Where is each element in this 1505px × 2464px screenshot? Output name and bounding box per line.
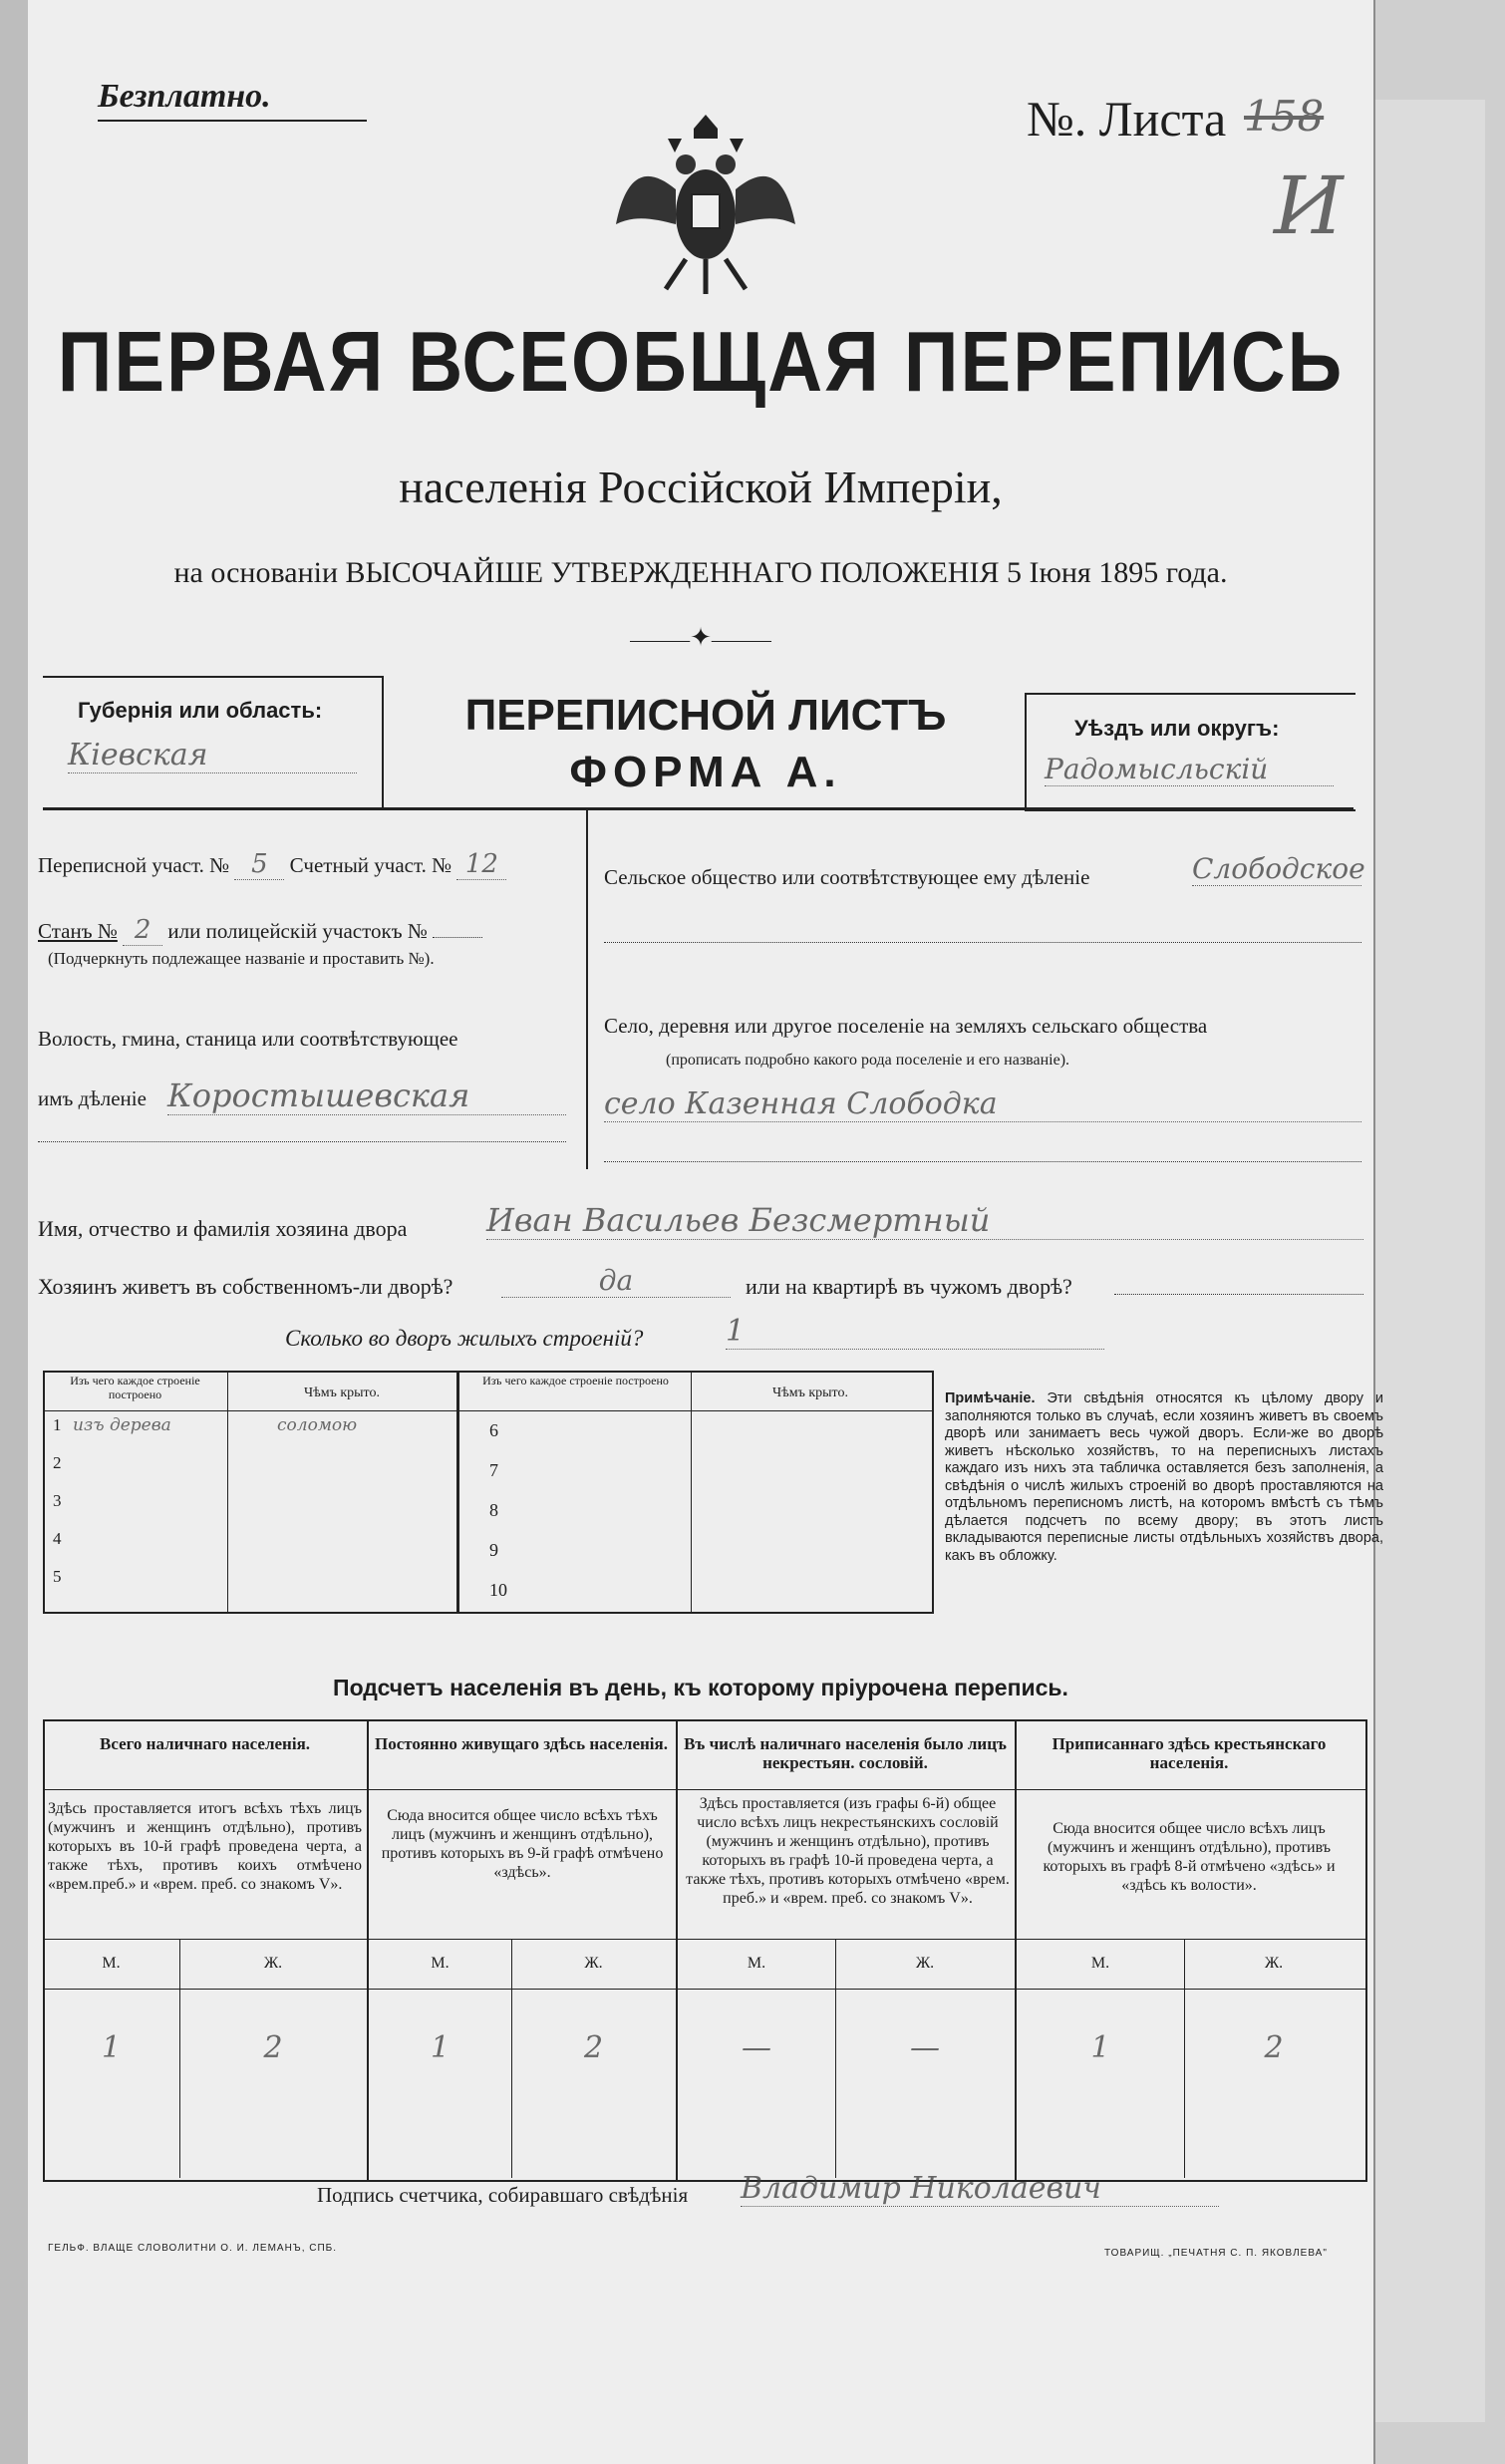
form-name: ФОРМА А. — [569, 748, 842, 796]
buildings-material-header-right: Изъ чего каждое строеніе построено — [482, 1374, 669, 1387]
note-text: Эти свѣдѣнія относятся къ цѣлому двору и заполняются только въ случаѣ, если хозяинъ живетъ въ своемъ дворѣ или занимаетъ весь чужой дворъ. Если-же во дворѣ живетъ нѣсколько хозяйствъ, то на переписныхъ листахъ каждаго изъ нихъ эта табличка оставляется безъ заполненія, а свѣдѣнія о числѣ жилыхъ строеній во дворѣ проставляются на отдѣльномъ переписномъ листѣ, на которомъ вмѣстѣ съ тѣмъ дѣлается подсчетъ по всему двору; въ этотъ листъ вкладываются переписные листы отдѣльныхъ хозяйствъ двора, какъ въ обложку. — [945, 1390, 1383, 1564]
province-label: Губернія или область: — [78, 698, 323, 723]
village-label: Село, деревня или другое поселеніе на земляхъ сельскаго общества — [604, 1014, 1208, 1038]
province-value: Кіевская — [68, 738, 357, 773]
pop-col2-f-label: Ж. — [584, 1955, 603, 1972]
free-label: Безплатно. — [98, 78, 271, 115]
table-row: 10 — [489, 1580, 507, 1600]
free-underline — [98, 120, 367, 122]
volost-label-1: Волость, гмина, станица или соотвѣтствующее — [38, 1027, 458, 1051]
count-area-label: Счетный участ. № — [289, 853, 452, 877]
pop-col2-f-value: 2 — [583, 2030, 604, 2065]
pop-col4-desc: Сюда вносится общее число всѣхъ лицъ (мужчинъ и женщинъ отдѣльно), противъ которыхъ въ графѣ 8-й отмѣчено «здѣсь» и «здѣсь къ волости». — [1043, 1820, 1336, 1894]
buildings-label: Сколько во дворъ жилыхъ строеній? — [285, 1326, 644, 1351]
signature-value: Владимир Николаевич — [741, 2171, 1219, 2207]
buildings-roof-header-left: Чѣмъ крыто. — [304, 1386, 380, 1400]
section-vertical-rule — [586, 810, 588, 1169]
corner-handwritten-mark: И — [1274, 159, 1344, 252]
stan-label: Станъ № — [38, 919, 118, 943]
stan-field — [38, 915, 482, 946]
pop-col3-m-value: — — [742, 2030, 771, 2065]
census-area-label: Переписной участ. № — [38, 853, 230, 877]
table-row: 1 изъ дерева соломою — [53, 1415, 358, 1435]
form-title: ПЕРЕПИСНОЙ ЛИСТЪ — [464, 691, 947, 740]
buildings-left-rows — [53, 1415, 452, 1605]
pop-col1-header: Всего наличнаго населенія. — [99, 1734, 311, 1753]
volost-label-2: имъ дѣленіе — [38, 1086, 147, 1110]
district-label: Уѣздъ или округъ: — [1074, 716, 1280, 741]
owner-label: Имя, отчество и фамилія хозяина двора — [38, 1216, 408, 1241]
pop-col3-desc: Здѣсь проставляется (изъ графы 6-й) общее число всѣхъ лицъ некрестьянскихъ сословій (мужчинъ и женщинъ отдѣльно), противъ которыхъ въ графѣ 10-й проведена черта, а также тѣхъ, противъ которыхъ отмѣчено «врем. преб.» и «врем. преб. со знакомъ V». — [686, 1795, 1010, 1907]
next-sheet-strip — [1375, 100, 1485, 2422]
table-row: 8 — [489, 1500, 498, 1520]
signature-label: Подпись счетчика, собиравшаго свѣдѣнія — [317, 2183, 689, 2207]
census-form-sheet — [28, 0, 1383, 2464]
legal-basis: на основаніи ВЫСОЧАЙШЕ УТВЕРЖДЕННАГО ПОЛОЖЕНІЯ 5 Іюня 1895 года. — [173, 556, 1228, 589]
stan-value: 2 — [123, 915, 162, 946]
district-value: Радомысльскій — [1045, 753, 1334, 786]
table-row: 2 — [53, 1453, 62, 1472]
pop-col1-desc: Здѣсь проставляется итогъ всѣхъ тѣхъ лицъ (мужчинъ и женщинъ отдѣльно), противъ которыхъ въ 10-й графѣ проведена черта, а также тѣхъ, противъ коихъ отмѣчено «врем.преб.» и «врем. преб. со знакомъ V». — [48, 1800, 362, 1893]
pop-col1-f-label: Ж. — [263, 1955, 283, 1972]
rent-label: или на квартирѣ въ чужомъ дворѣ? — [746, 1274, 1072, 1299]
footer-left: ГЕЛЬФ. ВЛАЩЕ СЛОВОЛИТНИ О. И. ЛЕМАНЪ, СПБ. — [48, 2243, 338, 2254]
rural-society-label: Сельское общество или соотвѣтствующее ему дѣленіе — [604, 865, 1090, 889]
table-row: 5 — [53, 1567, 62, 1586]
table-row: 6 — [489, 1420, 498, 1440]
buildings-roof-header-right: Чѣмъ крыто. — [772, 1386, 848, 1400]
population-title: Подсчетъ населенія въ день, къ которому пріурочена перепись. — [333, 1675, 1068, 1700]
census-area-value: 5 — [234, 849, 284, 880]
own-yard-label: Хозяинъ живетъ въ собственномъ-ли дворѣ? — [38, 1274, 453, 1299]
owner-value: Иван Васильев Безсмертный — [486, 1201, 1363, 1240]
ornament-divider: ———✦——— — [630, 623, 771, 652]
pop-col3-f-label: Ж. — [915, 1955, 935, 1972]
pop-col3-header: Въ числѣ наличнаго населенія было лицъ некрестьян. сословій. — [684, 1734, 1007, 1772]
double-headed-eagle-emblem — [606, 95, 805, 304]
village-blank-line — [604, 1161, 1361, 1162]
table-row: 4 — [53, 1529, 62, 1548]
pop-col1-f-value: 2 — [263, 2030, 283, 2065]
table-row: 3 — [53, 1491, 62, 1510]
section-rule — [43, 807, 1354, 810]
pop-col4-f-label: Ж. — [1264, 1955, 1284, 1972]
village-value: село Казенная Слободка — [604, 1086, 1361, 1122]
pop-col1-m-value: 1 — [101, 2030, 122, 2065]
pop-col2-desc: Сюда вносится общее число всѣхъ тѣхъ лицъ (мужчинъ и женщинъ отдѣльно), противъ которыхъ въ 9-й графѣ отмѣчено «здѣсь». — [381, 1807, 664, 1881]
volost-value: Коростышевская — [167, 1077, 566, 1115]
buildings-value: 1 — [726, 1314, 1104, 1350]
footer-right: ТОВАРИЩ. „ПЕЧАТНЯ С. П. ЯКОВЛЕВА" — [1104, 2248, 1328, 2259]
note-block — [945, 1390, 1383, 1565]
table-row: 9 — [489, 1540, 498, 1560]
pop-col4-m-label: М. — [1090, 1955, 1110, 1972]
pop-col4-f-value: 2 — [1264, 2030, 1284, 2065]
rural-society-value: Слободское — [1192, 852, 1365, 885]
census-area-field — [38, 849, 506, 880]
rural-society-blank-line — [604, 942, 1361, 943]
volost-blank-line — [38, 1141, 566, 1142]
pop-col1-m-label: М. — [102, 1955, 121, 1972]
pop-col2-header: Постоянно живущаго здѣсь населенія. — [375, 1734, 668, 1753]
buildings-material-header-left: Изъ чего каждое строеніе построено — [70, 1374, 200, 1401]
count-area-value: 12 — [456, 849, 506, 880]
page-subtitle: населенія Россійской Имперіи, — [399, 462, 1003, 512]
pop-col3-m-label: М. — [747, 1955, 766, 1972]
note-lead: Примѣчаніе. — [945, 1390, 1036, 1406]
pop-col2-m-value: 1 — [430, 2030, 451, 2065]
page-title: ПЕРВАЯ ВСЕОБЩАЯ ПЕРЕПИСЬ — [57, 314, 1345, 411]
pop-col2-m-label: М. — [431, 1955, 450, 1972]
table-row: 7 — [489, 1460, 498, 1480]
own-yard-value: да — [501, 1264, 731, 1298]
pop-col4-m-value: 1 — [1090, 2030, 1110, 2065]
police-label: или полицейскій участокъ № — [167, 919, 428, 943]
rent-blank-line — [1114, 1294, 1363, 1295]
sheet-number-value: 158 — [1244, 92, 1325, 141]
sheet-number-label: №. Листа — [1027, 91, 1227, 147]
stan-note: (Подчеркнуть подлежащее названіе и проставить №). — [48, 949, 435, 968]
buildings-right-rows — [489, 1420, 689, 1620]
village-note: (прописать подробно какого рода поселеніе и его названіе). — [666, 1052, 1070, 1069]
pop-col4-header: Приписаннаго здѣсь крестьянскаго населенія. — [1052, 1734, 1327, 1772]
pop-col3-f-value: — — [910, 2030, 940, 2065]
